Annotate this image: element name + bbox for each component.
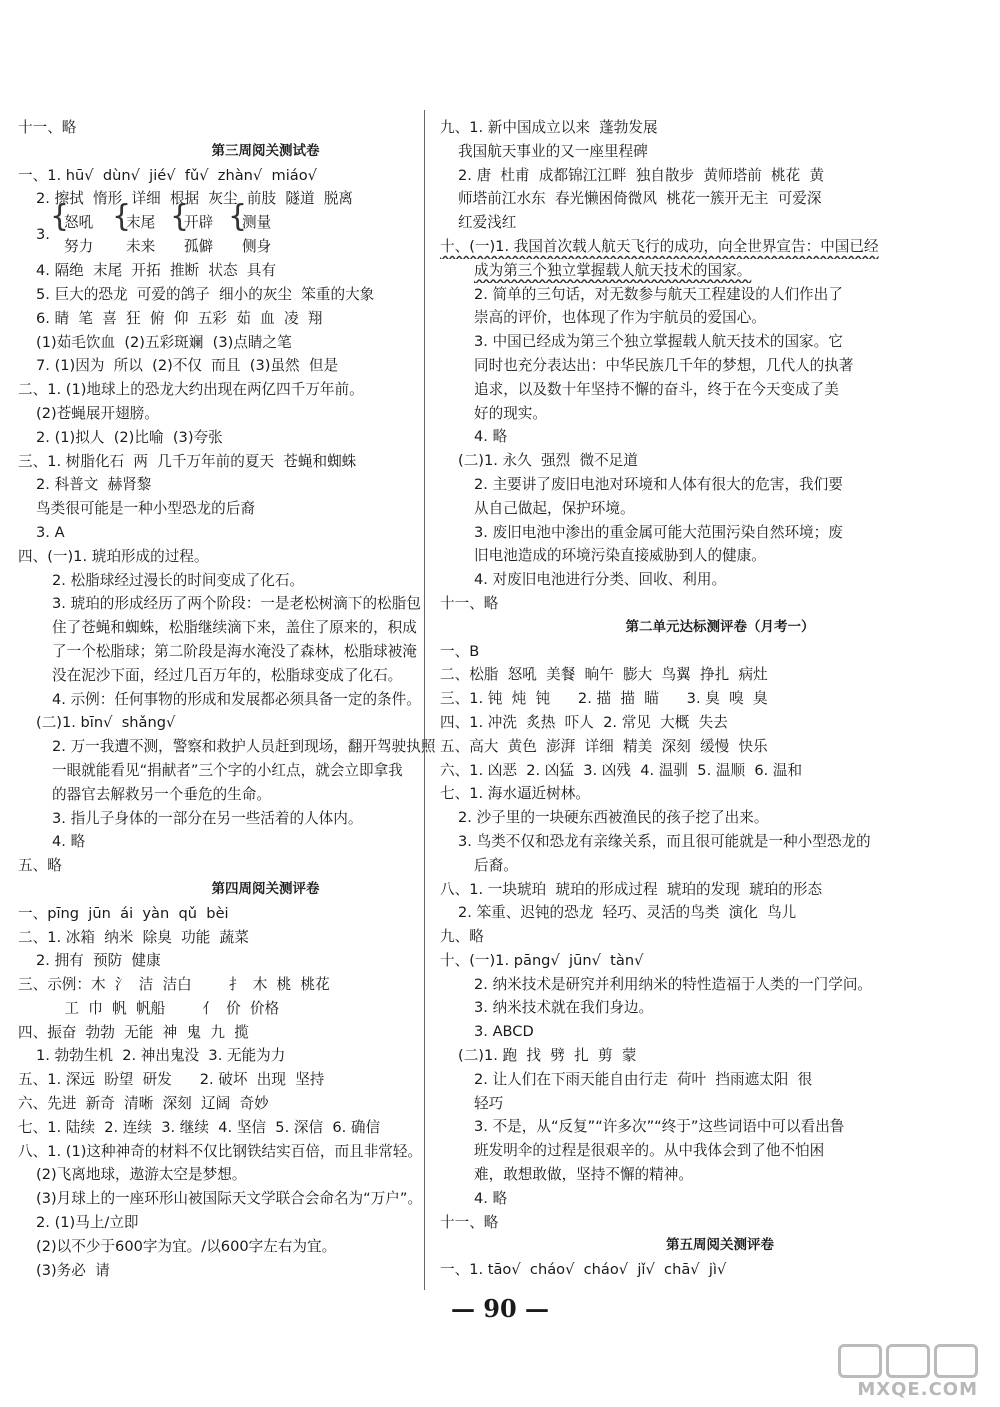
answer-line: 好的现实。	[474, 404, 547, 422]
answer-line: (3)务必 请	[36, 1261, 110, 1279]
answer-line: (2)苍蝇展开翅膀。	[36, 404, 159, 422]
answer-line: 2. 唐 杜甫 成都锦江江畔 独自散步 黄师塔前 桃花 黄	[458, 166, 825, 184]
answer-line: 1. 勃勃生机 2. 神出鬼没 3. 无能为力	[36, 1047, 286, 1065]
answer-line: 2. 松脂球经过漫长的时间变成了化石。	[52, 571, 305, 589]
answer-line: 4. 隔绝 末尾 开拓 推断 状态 具有	[36, 262, 277, 280]
answer-column-right	[440, 116, 980, 1282]
answer-line: 二、松脂 怒吼 美餐 晌午 膨大 鸟翼 挣扎 病灶	[440, 666, 768, 684]
answer-line: 九、略	[440, 928, 484, 946]
answer-line: 一眼就能看见“捐献者”三个字的小红点，就会立即拿我	[52, 761, 403, 779]
answer-line: 三、1. 树脂化石 两 几千万年前的夏天 苍蝇和蜘蛛	[18, 452, 357, 470]
brace-glyph: {	[50, 199, 70, 235]
brace-glyph: {	[228, 199, 248, 235]
answer-line: 班发明伞的过程是很艰辛的。从中我体会到了他不怕困	[474, 1142, 825, 1160]
answer-line: (2)飞离地球，遨游太空是梦想。	[36, 1166, 247, 1184]
answer-line: 十一、略	[18, 119, 77, 136]
answer-line: 2. 笨重、迟钝的恐龙 轻巧、灵活的鸟类 演化 鸟儿	[458, 904, 797, 922]
answer-line: 了一个松脂球；第二阶段是海水淹没了森林，松脂球被淹	[52, 642, 417, 660]
answer-line: 2. (1)拟人 (2)比喻 (3)夸张	[36, 428, 223, 446]
answer-line: 四、1. 冲洗 炙热 吓人 2. 常见 大概 失去	[440, 713, 728, 731]
section-title: 第五周阅关测评卷	[666, 1237, 774, 1254]
answer-line: 一、pīng jūn ái yàn qǔ bèi	[18, 904, 229, 922]
answer-line: 四、振奋 勃勃 无能 神 鬼 九 揽	[18, 1023, 249, 1041]
answer-line: 难，敢想敢做，坚持不懈的精神。	[474, 1166, 693, 1184]
answer-line: 2. 沙子里的一块硬东西被渔民的孩子挖了出来。	[458, 809, 769, 827]
underlined-answer: 十、(一)1. 我国首次载人航天飞行的成功，向全世界宣告：中国已经	[440, 237, 879, 255]
answer-line: 四、(一)1. 琥珀形成的过程。	[18, 547, 209, 565]
brace-answer-word: 未来	[126, 238, 156, 256]
answer-line: 7. (1)因为 所以 (2)不仅 而且 (3)虽然 但是	[36, 357, 339, 375]
answer-line: (二)1. 永久 强烈 微不足道	[458, 452, 638, 470]
answer-line: 的器官去解救另一个垂危的生命。	[52, 785, 271, 803]
watermark-logo-icon	[788, 1344, 978, 1378]
answer-line: 3. 指儿子身体的一部分在另一些活着的人体内。	[52, 809, 363, 827]
brace-glyph: {	[112, 199, 132, 235]
answer-line: (二)1. 跑 找 劈 扎 剪 蒙	[458, 1047, 637, 1065]
brace-answer-word: 3.	[36, 226, 50, 244]
answer-line: 3. ABCD	[474, 1023, 534, 1041]
answer-line	[440, 235, 980, 259]
answer-line: 3. 鸟类不仅和恐龙有亲缘关系，而且很可能就是一种小型恐龙的	[458, 832, 871, 850]
answer-line: 3. 琥珀的形成经历了两个阶段：一是老松树滴下的松脂包	[52, 595, 421, 613]
answer-line: 2. 擦拭 惰形 详细 根据 灰尘 前肢 隧道 脱离	[36, 190, 354, 208]
answer-line: 3. 废旧电池中渗出的重金属可能大范围污染自然环境；废	[474, 523, 843, 541]
answer-line: (2)以不少于600字为宜。/以600字左右为宜。	[36, 1237, 337, 1255]
answer-line: 五、1. 深远 盼望 研发 2. 破坏 出现 坚持	[18, 1071, 325, 1089]
page-number: — 90 —	[450, 1294, 550, 1323]
answer-line: 一、B	[440, 642, 480, 660]
answer-line: 九、1. 新中国成立以来 蓬勃发展	[440, 119, 658, 136]
brace-answer-word: 测量	[242, 214, 272, 232]
answer-line: 2. 科普文 赫肾黎	[36, 476, 152, 494]
answer-line: 6. 睛 笔 喜 狂 俯 仰 五彩 茹 血 凌 翔	[36, 309, 323, 327]
answer-line: 4. 对废旧电池进行分类、回收、利用。	[474, 571, 727, 589]
answer-line: 八、1. 一块琥珀 琥珀的形成过程 琥珀的发现 琥珀的形态	[440, 880, 823, 898]
answer-line: 2. 万一我遭不测，警察和救护人员赶到现场，翻开驾驶执照	[52, 738, 436, 756]
watermark-text: MXQE.COM	[857, 1379, 978, 1400]
answer-line: 2. 让人们在下雨天能自由行走 荷叶 挡雨遮太阳 很	[474, 1070, 813, 1088]
answer-line	[440, 259, 980, 283]
answer-line: 一、1. tāo√ cháo√ cháo√ jǐ√ chā√ jì√	[440, 1261, 727, 1279]
answer-line: 六、先进 新奇 清晰 深刻 辽阔 奇妙	[18, 1095, 269, 1113]
answer-line: 鸟类很可能是一种小型恐龙的后裔	[36, 500, 255, 518]
answer-line: (1)茹毛饮血 (2)五彩斑斓 (3)点睛之笔	[36, 333, 292, 351]
answer-line: 二、1. (1)地球上的恐龙大约出现在两亿四千万年前。	[18, 381, 364, 399]
answer-line: 没在泥沙下面，经过几百万年的，松脂球变成了化石。	[52, 666, 403, 684]
answer-line: 2. 纳米技术是研究并利用纳米的特性造福于人类的一门学问。	[474, 975, 873, 993]
answer-line: 轻巧	[474, 1094, 504, 1112]
brace-answer-word: 末尾	[126, 214, 156, 232]
answer-line: 从自己做起，保护环境。	[474, 499, 635, 517]
answer-line: 3. 中国已经成为第三个独立掌握载人航天技术的国家。它	[474, 333, 843, 351]
answer-line: 2. 主要讲了废旧电池对环境和人体有很大的危害，我们要	[474, 475, 843, 493]
brace-answer-word: 侧身	[242, 238, 272, 256]
answer-line: 一、1. hū√ dùn√ jié√ fǔ√ zhàn√ miáo√	[18, 166, 317, 184]
answer-line: 我国航天事业的又一座里程碑	[458, 142, 648, 160]
answer-line: 后裔。	[474, 856, 518, 874]
answer-line: 4. 略	[52, 833, 86, 851]
answer-line: 4. 略	[474, 1189, 508, 1207]
answer-line: 七、1. 海水逼近树林。	[440, 785, 590, 803]
brace-answer-word: 开辟	[184, 214, 214, 232]
answer-line: 三、1. 钝 炖 钝 2. 描 描 瞄 3. 臭 嗅 臭	[440, 690, 768, 708]
answer-line: 七、1. 陆续 2. 连续 3. 继续 4. 坚信 5. 深信 6. 确信	[18, 1118, 381, 1136]
answer-line: 同时也充分表达出：中华民族几千年的梦想，几代人的执著	[474, 356, 854, 374]
answer-line: 五、略	[18, 857, 62, 875]
answer-line: 4. 示例：任何事物的形成和发展都必须具备一定的条件。	[52, 690, 421, 708]
answer-line: 二、1. 冰箱 纳米 除臭 功能 蔬菜	[18, 928, 249, 946]
answer-line: 追求，以及数十年坚持不懈的奋斗，终于在今天变成了美	[474, 380, 839, 398]
answer-line: 十一、略	[440, 1213, 499, 1231]
answer-line: 十、(一)1. pāng√ jūn√ tàn√	[440, 951, 644, 969]
answer-line: 师塔前江水东 春光懒困倚微风 桃花一簇开无主 可爱深	[458, 190, 822, 208]
brace-answer-word: 孤僻	[184, 238, 214, 256]
brace-glyph: {	[170, 199, 190, 235]
answer-line: 红爱浅红	[458, 214, 517, 232]
answer-line: 旧电池造成的环境污染直接威胁到人的健康。	[474, 547, 766, 565]
answer-line: 八、1. (1)这种神奇的材料不仅比钢铁结实百倍，而且非常轻。	[18, 1142, 423, 1160]
answer-line: 住了苍蝇和蜘蛛，松脂继续滴下来，盖住了原来的，积成	[52, 619, 417, 637]
answer-line: (3)月球上的一座环形山被国际天文学联合会命名为“万户”。	[36, 1190, 423, 1208]
answer-line: 3. 不是，从“反复”“许多次”“终于”这些词语中可以看出鲁	[474, 1118, 845, 1136]
section-title: 第二单元达标测评卷（月考一）	[625, 618, 815, 635]
underlined-answer: 成为第三个独立掌握载人航天技术的国家。	[474, 261, 752, 279]
answer-line: 3. 纳米技术就在我们身边。	[474, 999, 654, 1017]
answer-line: (二)1. bīn√ shǎng√	[36, 714, 176, 732]
answer-line: 2. (1)马上/立即	[36, 1214, 139, 1232]
section-title: 第三周阅关测试卷	[211, 142, 320, 159]
brace-answer-word: 怒吼	[64, 214, 94, 232]
answer-line: 崇高的评价，也体现了作为宇航员的爱国心。	[474, 309, 766, 327]
answer-line: 2. 简单的三句话，对无数参与航天工程建设的人们作出了	[474, 285, 843, 303]
answer-line: 4. 略	[474, 428, 508, 446]
answer-line: 六、1. 凶恶 2. 凶猛 3. 凶残 4. 温驯 5. 温顺 6. 温和	[440, 761, 803, 779]
brace-answer-word: 努力	[64, 238, 94, 256]
answer-line: 三、示例：木 氵 洁 洁白 扌 木 桃 桃花	[18, 976, 330, 994]
answer-line: 工 巾 帆 帆船 亻 价 价格	[18, 999, 280, 1017]
answer-line: 2. 拥有 预防 健康	[36, 952, 161, 970]
answer-line: 5. 巨大的恐龙 可爱的鸽子 细小的灰尘 笨重的大象	[36, 285, 375, 303]
section-title: 第四周阅关测评卷	[211, 880, 320, 897]
answer-line: 五、高大 黄色 澎湃 详细 精美 深刻 缓慢 快乐	[440, 737, 768, 755]
answer-column-left	[18, 116, 473, 1282]
site-watermark	[788, 1344, 978, 1400]
answer-line: 3. A	[36, 523, 65, 541]
answer-line: 十一、略	[440, 594, 499, 612]
